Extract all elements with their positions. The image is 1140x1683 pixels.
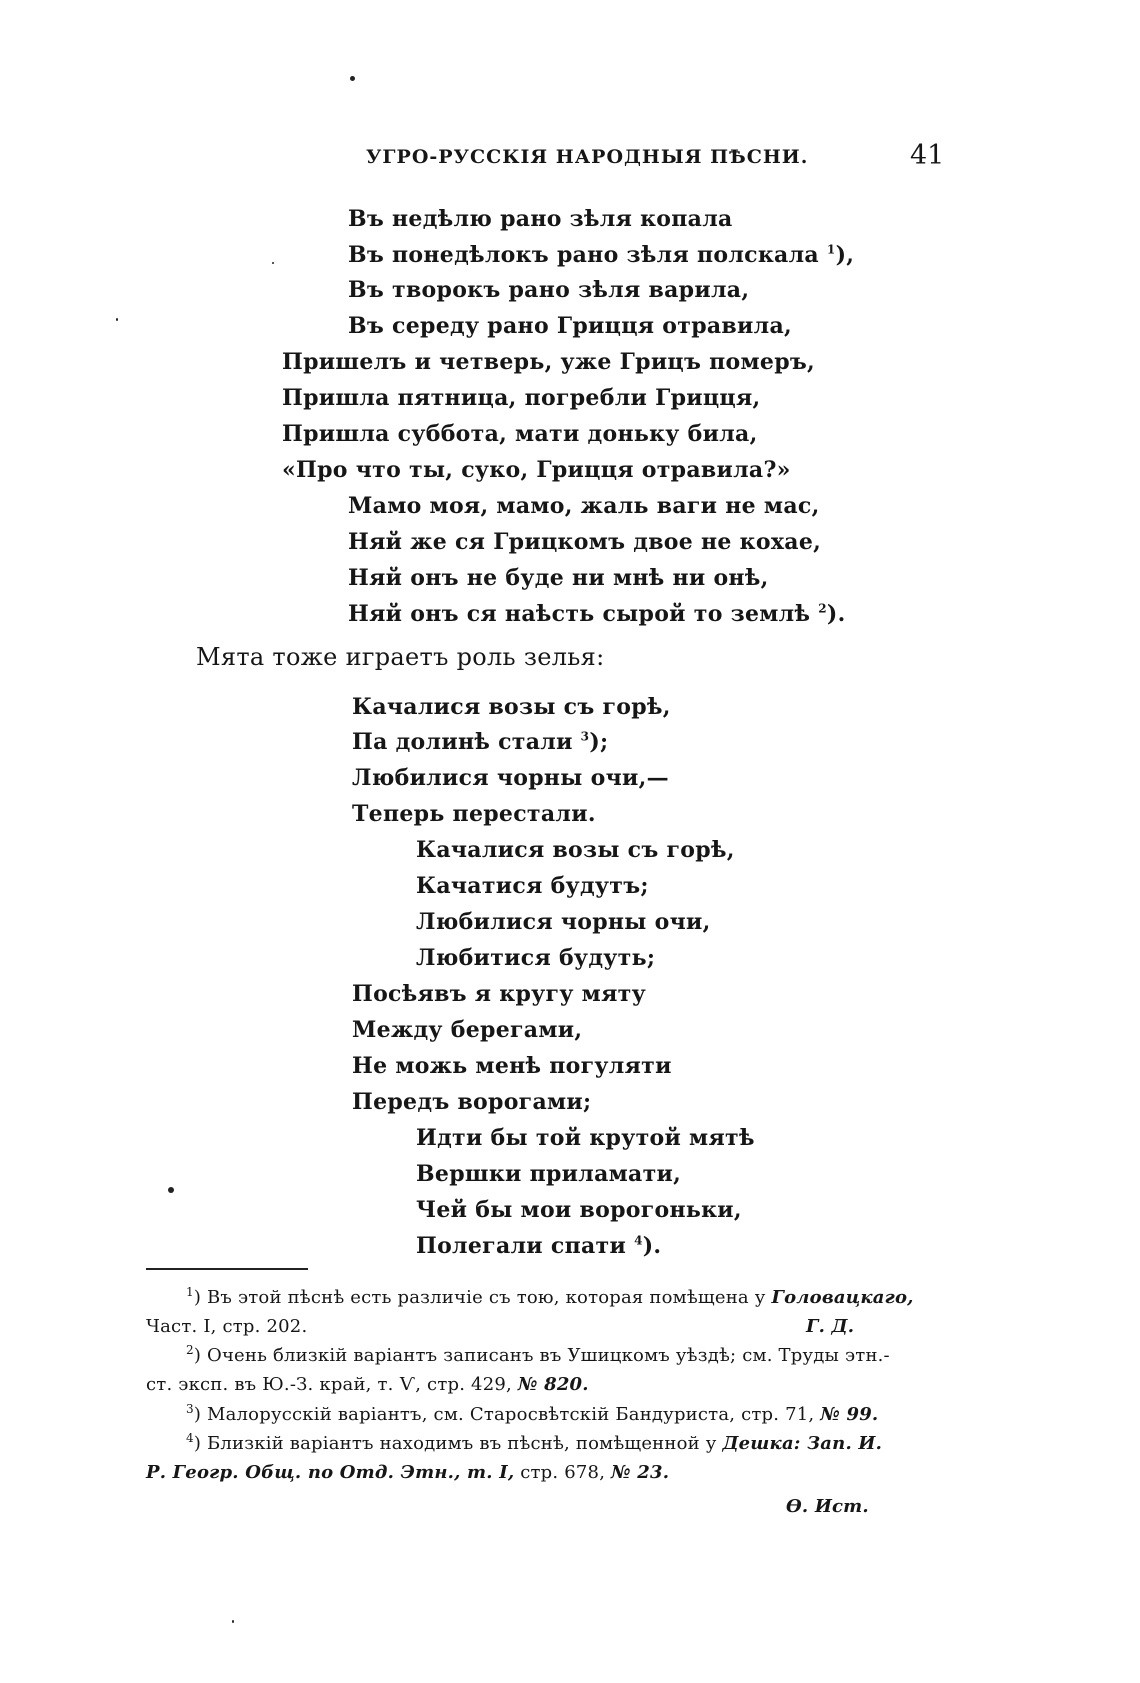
verse-line: Качалися возы съ горѣ, (416, 837, 735, 863)
footnote-3 (186, 1404, 878, 1425)
signature-text: Ѳ. Ист. (786, 1496, 869, 1517)
verse-line: Качалися возы съ горѣ, (352, 694, 671, 720)
scan-speck (350, 76, 355, 81)
footnote-2 (186, 1345, 890, 1366)
verse-line: Пришла пятница, погребли Грицця, (282, 385, 761, 411)
footnote-number: № 820. (517, 1374, 589, 1395)
verse-line: Посѣявъ я кругу мяту (352, 981, 646, 1007)
footnote-2-continued (146, 1374, 589, 1395)
verse-text: Полегали спати (416, 1233, 627, 1259)
verse-text: Няй онъ ся наѣсть сырой то землѣ (348, 601, 811, 627)
footnote-text: ) Очень близкій варіантъ записанъ въ Ушицкомъ уѣздѣ; см. Труды этн.- (193, 1345, 890, 1366)
verse-line (416, 1233, 661, 1259)
verse-line: Качатися будутъ; (416, 873, 649, 899)
verse-line: Любитися будуть; (416, 945, 656, 971)
verse-line: Между берегами, (352, 1017, 583, 1043)
verse-line: Не можь менѣ погуляти (352, 1053, 672, 1079)
footnote-text: ст. эксп. въ Ю.-З. край, т. Ѵ, стр. 429, (146, 1374, 518, 1395)
page-number: 41 (910, 140, 945, 171)
footnote-marker: 4 (186, 1431, 194, 1445)
scan-speck (168, 1187, 174, 1193)
verse-line: Няй онъ не буде ни мнѣ ни онѣ, (348, 565, 769, 591)
footnote-text: ) Малорусскій варіантъ, см. Старосвѣтскій Бандуриста, стр. 71, (193, 1404, 821, 1425)
verse-line: Любилися чорны очи,— (352, 765, 669, 791)
running-header: УГРО-РУССКІЯ НАРОДНЫЯ ПѢСНИ. (366, 146, 809, 168)
footnote-4-continued (146, 1462, 669, 1483)
footnote-1-signature (806, 1316, 854, 1337)
verse-line (352, 729, 608, 755)
footnote-source: Р. Геогр. Общ. по Отд. Этн., т. I, (146, 1462, 515, 1483)
footnote-1-continued: Част. I, стр. 202. (146, 1316, 308, 1337)
scan-speck (116, 318, 118, 321)
verse-line: Въ недѣлю рано зѣля копала (348, 206, 733, 232)
footnote-text: ) Въ этой пѣснѣ есть различіе съ тою, которая помѣщена у (193, 1287, 772, 1308)
verse-punct: ). (642, 1233, 662, 1259)
verse-line: Въ середу рано Грицця отравила, (348, 313, 792, 339)
verse-line: Пришла суббота, мати доньку била, (282, 421, 758, 447)
verse-line: Чей бы мои ворогоньки, (416, 1197, 742, 1223)
scan-speck (272, 262, 274, 264)
verse-line: Пришелъ и четверь, уже Грицъ померъ, (282, 349, 816, 375)
verse-line: Вершки приламати, (416, 1161, 682, 1187)
verse-line: Теперь перестали. (352, 801, 596, 827)
verse-line: «Про что ты, суко, Грицця отравила?» (282, 457, 791, 483)
footnote-marker: 2 (186, 1343, 194, 1357)
footnote-divider (146, 1268, 308, 1270)
footnote-marker: 1 (186, 1285, 194, 1299)
footnote-4-signature (786, 1496, 869, 1517)
verse-punct: ); (589, 729, 609, 755)
verse-text: Па долинѣ стали (352, 729, 573, 755)
footnote-number: № 23. (611, 1462, 670, 1483)
footnote-text: ) Близкій варіантъ находимъ въ пѣснѣ, помѣщенной у (193, 1433, 723, 1454)
verse-line: Передъ ворогами; (352, 1089, 592, 1115)
verse-punct: ), (835, 242, 855, 268)
footnote-1 (186, 1287, 914, 1308)
verse-line: Няй же ся Грицкомъ двое не кохае, (348, 529, 822, 555)
signature-text: Г. Д. (806, 1316, 855, 1337)
verse-punct: ). (826, 601, 846, 627)
footnote-ref: 3 (580, 729, 590, 744)
scan-speck (232, 1620, 234, 1623)
verse-line: Мамо моя, мамо, жаль ваги не мас, (348, 493, 820, 519)
verse-text: Въ понедѣлокъ рано зѣля полскала (348, 242, 819, 268)
verse-line (348, 601, 846, 627)
verse-line: Идти бы той крутой мятѣ (416, 1125, 755, 1151)
verse-line: Въ творокъ рано зѣля варила, (348, 277, 750, 303)
footnote-4 (186, 1433, 882, 1454)
verse-line (348, 242, 854, 268)
footnote-source: Головацкаго, (771, 1287, 914, 1308)
footnote-ref: 1 (826, 242, 836, 257)
footnote-ref: 4 (634, 1233, 643, 1248)
footnote-ref: 2 (818, 601, 827, 616)
footnote-source: Дешка: Зап. И. (722, 1433, 883, 1454)
footnote-marker: 3 (186, 1402, 194, 1416)
prose-paragraph: Мята тоже играетъ роль зелья: (196, 643, 605, 671)
verse-line: Любилися чорны очи, (416, 909, 711, 935)
footnote-number: № 99. (820, 1404, 879, 1425)
footnote-text: стр. 678, (514, 1462, 612, 1483)
